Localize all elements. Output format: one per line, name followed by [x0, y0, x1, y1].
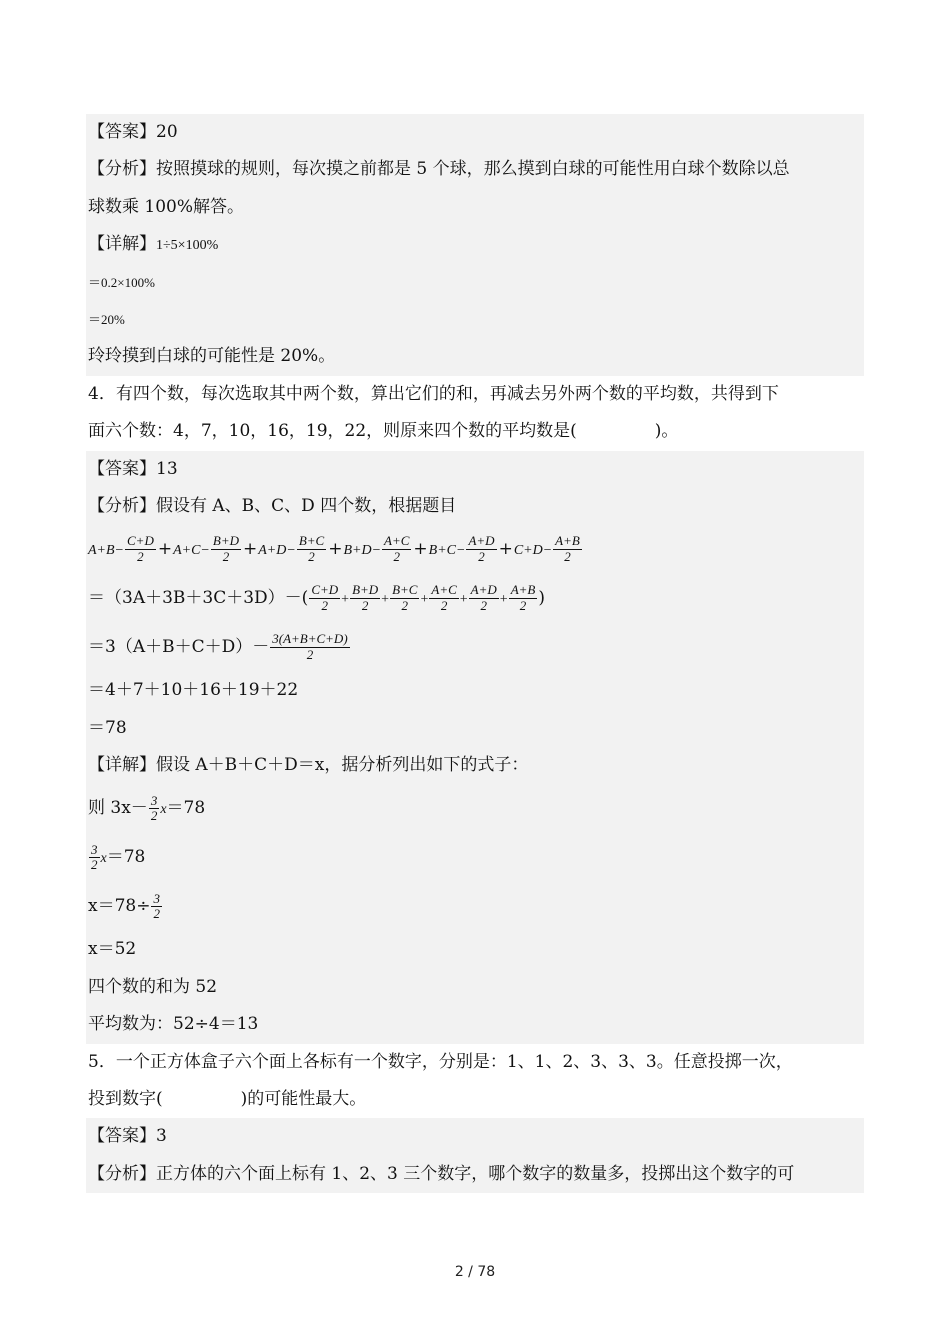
term-5-fraction: $\frac{A+D}{2}$ — [468, 533, 495, 565]
q3-detail-line — [86, 226, 864, 263]
q3-step2: ＝20% — [88, 311, 125, 327]
q4-equation3: x＝78÷ $\frac{3}{2}$ — [88, 890, 160, 922]
q4-expression-line1: A+B− $\frac{C+D}{2}$ +A+C− $\frac{B+D}{2}$ +A+D− $\frac{B+C}{2}$ +B+D− $\frac{A+C}{2}$ +B+C− $\frac{A+D}{2}$ +C+D− $\frac{A+B}{2}$ — [88, 533, 580, 565]
eq2-fraction: $\frac{3}{2}$ — [91, 841, 98, 873]
line2-fraction-6: $\frac{A+B}{2}$ — [510, 582, 536, 614]
q3-analysis-line1: 【分析】按照摸球的规则，每次摸之前都是 5 个球，那么摸到白球的可能性用白球个数除以总 — [88, 159, 790, 180]
q3-conclusion: 玲玲摸到白球的可能性是 20%。 — [88, 346, 336, 367]
document-content — [86, 114, 864, 1193]
term-6-lead: C+D− — [513, 543, 553, 559]
term-3-lead: A+D− — [258, 543, 296, 559]
q5-question-line2: 投到数字( )的可能性最大。 — [88, 1089, 367, 1110]
q4-expression-line5: ＝78 — [88, 717, 127, 738]
q3-detail-label: 【详解】 — [88, 234, 156, 255]
line2-fraction-4: $\frac{A+C}{2}$ — [431, 582, 457, 614]
q3-step1: ＝0.2×100% — [88, 274, 155, 290]
q3-detail-expression: 1÷5×100% — [156, 238, 219, 254]
line3-fraction: $\frac{3(A+B+C+D)}{2}$ — [272, 631, 348, 663]
page-number: 2 / 78 — [454, 1264, 496, 1280]
term-1-lead: A+B− — [88, 543, 124, 559]
q4-answer: 【答案】13 — [88, 458, 178, 479]
term-2-fraction: $\frac{B+D}{2}$ — [212, 533, 239, 565]
q5-answer: 【答案】3 — [88, 1126, 167, 1147]
q5-question-line1: 5．一个正方体盒子六个面上各标有一个数字，分别是：1、1、2、3、3、3。任意投掷一次， — [88, 1051, 793, 1072]
term-3-fraction: $\frac{B+C}{2}$ — [298, 533, 325, 565]
term-6-fraction: $\frac{A+B}{2}$ — [555, 533, 580, 565]
q4-solution-block — [86, 451, 864, 1044]
line2-fraction-3: $\frac{B+C}{2}$ — [392, 582, 418, 614]
q4-expression-line3: ＝3（A＋B＋C＋D）－ $\frac{3(A+B+C+D)}{2}$ — [88, 631, 348, 663]
q4-expression-line4: ＝4＋7＋10＋16＋19＋22 — [88, 680, 299, 701]
q4-average-text: 平均数为：52÷4＝13 — [88, 1014, 259, 1035]
q4-equation2: $\frac{3}{2}$ x＝78 — [91, 841, 146, 873]
term-4-lead: B+D− — [343, 543, 382, 559]
term-4-fraction: $\frac{A+C}{2}$ — [384, 533, 410, 565]
q4-analysis: 【分析】假设有 A、B、C、D 四个数，根据题目 — [88, 495, 457, 516]
term-5-lead: B+C− — [428, 543, 466, 559]
q3-analysis-line2: 球数乘 100%解答。 — [88, 196, 245, 217]
q4-detail: 【详解】假设 A＋B＋C＋D＝x，据分析列出如下的式子： — [88, 755, 529, 776]
term-1-fraction: $\frac{C+D}{2}$ — [127, 533, 154, 565]
q3-solution-block — [86, 114, 864, 376]
line2-fraction-5: $\frac{A+D}{2}$ — [470, 582, 497, 614]
eq3-fraction: $\frac{3}{2}$ — [153, 890, 160, 922]
q3-answer: 【答案】20 — [88, 122, 178, 142]
q4-question-line1: 4．有四个数，每次选取其中两个数，算出它们的和，再减去另外两个数的平均数，共得到下 — [88, 383, 779, 404]
q4-sum-text: 四个数的和为 52 — [88, 976, 218, 997]
line2-fraction-1: $\frac{C+D}{2}$ — [311, 582, 339, 614]
term-2-lead: A+C− — [173, 543, 210, 559]
line2-fraction-2: $\frac{B+D}{2}$ — [352, 582, 379, 614]
q4-equation4: x＝52 — [88, 939, 137, 960]
q4-equation1: 则 3x－ $\frac{3}{2}$ x＝78 — [88, 792, 206, 824]
q4-expression-line2: ＝（3A＋3B＋3C＋3D）－( $\frac{C+D}{2}$ + $\frac{B+D}{2}$ + $\frac{B+C}{2}$ + $\frac{A+C}{2}$ + $\frac{A+D}{2}$ + $\frac{A+B}{2}$ ) — [88, 582, 545, 614]
eq1-fraction: $\frac{3}{2}$ — [150, 792, 158, 824]
q4-question-line2: 面六个数：4，7，10，16，19，22，则原来四个数的平均数是( )。 — [88, 421, 679, 442]
q5-solution-block — [86, 1118, 864, 1193]
q5-analysis: 【分析】正方体的六个面上标有 1、2、3 三个数字，哪个数字的数量多，投掷出这个数字的可 — [88, 1163, 795, 1184]
